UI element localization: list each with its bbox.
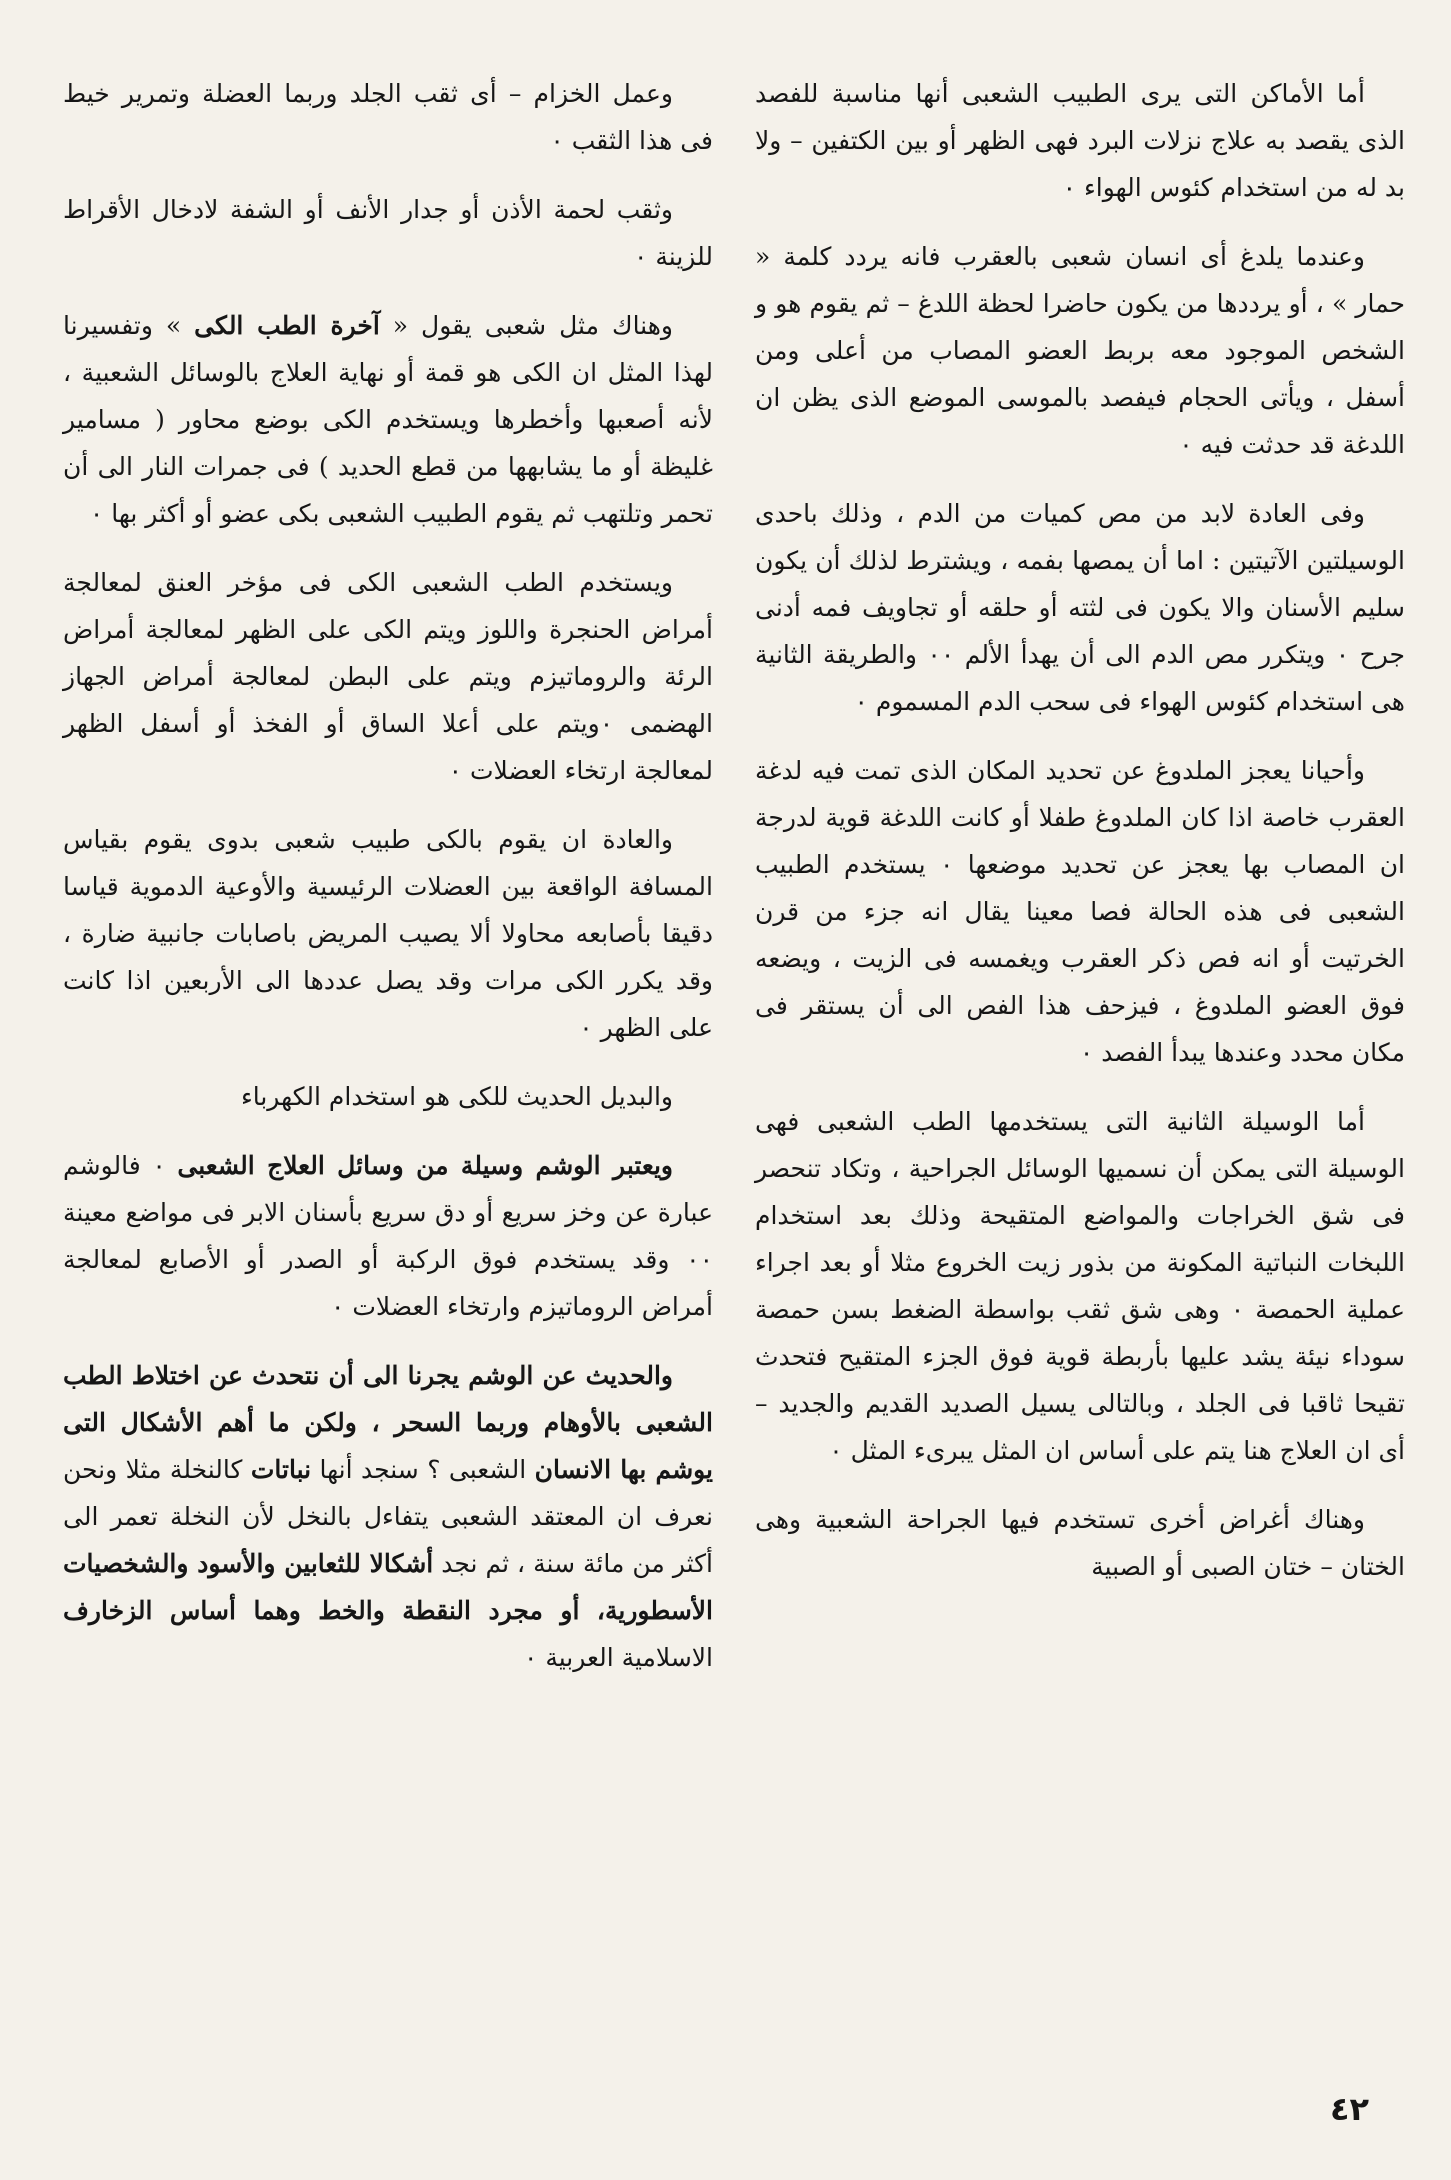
text-run: ٠ فالوشم عبارة عن وخز سريع أو دق سريع بأسنان الابر فى مواضع معينة ٠٠ وقد يستخدم فوق الركبة أو الصدر أو الأصابع لمعالجة أمراض الروماتيزم وارتخاء العضلات ٠ [63, 1151, 713, 1321]
paragraph: وثقب لحمة الأذن أو جدار الأنف أو الشفة لادخال الأقراط للزينة ٠ [63, 195, 713, 271]
page-number: ٤٢ [1330, 2090, 1370, 2128]
paragraph: أما الأماكن التى يرى الطبيب الشعبى أنها مناسبة للفصد الذى يقصد به علاج نزلات البرد فهى الظهر أو بين الكتفين – ولا بد له من استخدام كئوس الهواء ٠ [755, 79, 1405, 202]
text-run: وهناك مثل شعبى يقول « [379, 311, 673, 340]
paragraph: والبديل الحديث للكى هو استخدام الكهرباء [240, 1082, 673, 1111]
paragraph: والعادة ان يقوم بالكى طبيب شعبى بدوى يقوم بقياس المسافة الواقعة بين العضلات الرئيسية والأوعية الدموية قياسا دقيقا بأصابعه محاولا ألا يصيب المريض باصابات جانبية ضارة ، وقد يكرر الكى مرات وقد يصل عددها الى الأربعين اذا كانت على الظهر ٠ [63, 825, 713, 1042]
paragraph: وعندما يلدغ أى انسان شعبى بالعقرب فانه يردد كلمة « حمار » ، أو يرددها من يكون حاضرا لحظة اللدغ – ثم يقوم هو و الشخص الموجود معه بربط العضو المصاب من أعلى ومن أسفل ، ويأتى الحجام فيفصد بالموسى الموضع الذى يظن ان اللدغة قد حدثت فيه ٠ [755, 242, 1405, 459]
paragraph: وأحيانا يعجز الملدوغ عن تحديد المكان الذى تمت فيه لدغة العقرب خاصة اذا كان الملدوغ طفلا أو كانت اللدغة قوية لدرجة ان المصاب بها يعجز عن تحديد موضعها ٠ يستخدم الطبيب الشعبى فى هذه الحالة فصا معينا يقال انه جزء من قرن الخرتيت أو انه فص ذكر العقرب ويغمسه فى الزيت ، ويضعه فوق العضو الملدوغ ، فيزحف هذا الفص الى أن يستقر فى مكان محدد وعندها يبدأ الفصد ٠ [755, 756, 1405, 1067]
text-run: الشعبى ؟ سنجد أنها [311, 1455, 535, 1484]
bold-run: والحديث عن الوشم يجرنا الى أن نتحدث عن اختلاط الطب الشعبى بالأوهام وربما السحر ، ولكن ما أهم الأشكال التى يوشم بها الانسان [63, 1361, 714, 1484]
bold-run: نباتات [250, 1455, 312, 1484]
right-column [755, 70, 1405, 1612]
paragraph: وعمل الخزام – أى ثقب الجلد وربما العضلة وتمرير خيط فى هذا الثقب ٠ [63, 79, 713, 155]
text-run: الاسلامية العربية ٠ [523, 1643, 713, 1672]
bold-heading-run: ويعتبر الوشم وسيلة من وسائل العلاج الشعبى [177, 1151, 673, 1180]
paragraph [63, 302, 713, 537]
text-run: كالنخلة مثلا ونحن نعرف ان المعتقد الشعبى يتفاءل بالنخل لأن النخلة تعمر الى أكثر من مائة سنة ، ثم نجد [63, 1455, 713, 1578]
bold-proverb: آخرة الطب الكى [194, 311, 380, 340]
left-column [63, 70, 713, 1703]
paragraph: ويستخدم الطب الشعبى الكى فى مؤخر العنق لمعالجة أمراض الحنجرة واللوز ويتم الكى على الظهر لمعالجة أمراض الرئة والروماتيزم ويتم على البطن لمعالجة أمراض الجهاز الهضمى ٠ويتم على أعلا الساق أو الفخذ أو أسفل الظهر لمعالجة ارتخاء العضلات ٠ [63, 568, 713, 785]
paragraph: وفى العادة لابد من مص كميات من الدم ، وذلك باحدى الوسيلتين الآتيتين : اما أن يمصها بفمه ، ويشترط لذلك أن يكون سليم الأسنان والا يكون فى لثته أو حلقه أو تجاويف فمه أدنى جرح ٠ ويتكرر مص الدم الى أن يهدأ الألم ٠٠ والطريقة الثانية هى استخدام كئوس الهواء فى سحب الدم المسموم ٠ [755, 499, 1406, 716]
bold-run: أشكالا للثعابين والأسود والشخصيات الأسطورية، أو مجرد النقطة والخط وهما أساس الزخارف [63, 1549, 713, 1625]
paragraph: وهناك أغراض أخرى تستخدم فيها الجراحة الشعبية وهى الختان – ختان الصبى أو الصبية [755, 1505, 1405, 1581]
paragraph [63, 1352, 713, 1681]
paragraph: أما الوسيلة الثانية التى يستخدمها الطب الشعبى فهى الوسيلة التى يمكن أن نسميها الوسائل الجراحية ، وتكاد تنحصر فى شق الخراجات والمواضع المتقيحة وذلك بعد استخدام اللبخات النباتية المكونة من بذور زيت الخروع مثلا أو بعد اجراء عملية الحمصة ٠ وهى شق ثقب بواسطة الضغط بسن حمصة سوداء نيئة يشد عليها بأربطة قوية فوق الجزء المتقيح فتحدث تقيحا ثاقبا فى الجلد ، وبالتالى يسيل الصديد القديم والجديد – أى ان العلاج هنا يتم على أساس ان المثل يبرىء المثل ٠ [755, 1107, 1405, 1465]
text-run: » وتفسيرنا لهذا المثل ان الكى هو قمة أو نهاية العلاج بالوسائل الشعبية ، لأنه أصعبها وأخطرها ويستخدم الكى بوضع محاور ( مسامير غليظة أو ما يشابهها من قطع الحديد ) فى جمرات النار الى أن تحمر وتلتهب ثم يقوم الطبيب الشعبى بكى عضو أو أكثر بها ٠ [63, 311, 713, 528]
paragraph [63, 1142, 713, 1330]
